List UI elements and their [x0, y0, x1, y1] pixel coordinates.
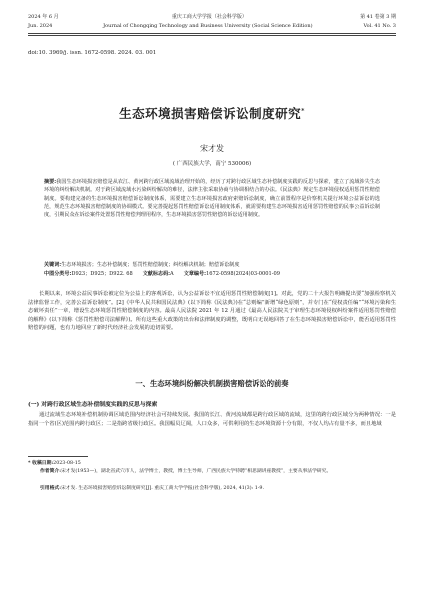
doc-code-text: A — [170, 271, 174, 277]
header-journal-en: Journal of Chongqing Technology and Business University (Social Science Edition) — [103, 23, 313, 29]
citation-text: 宋才发. 生态环境损害赔偿诉讼制度研究[J]. 重庆工商大学学报(社会科学版), 2024, 41(3): 1-9. — [60, 486, 264, 491]
received-date: 2023-08-15 — [53, 461, 81, 466]
author-name: 宋才发 — [200, 144, 224, 153]
article-no-label: 文章编号: — [183, 271, 206, 277]
doi[interactable]: doi:10. 3969/j. issn. 1672-0598. 2024. 03. 001 — [28, 50, 157, 56]
abstract — [44, 178, 380, 219]
classification-line — [44, 270, 380, 278]
article-title — [0, 104, 424, 122]
header-date-cn: 2024 年 6 月 — [28, 14, 59, 20]
keywords-text: 生态环境损害；生态补偿制度；惩罚性赔偿制度；纠纷解决机制；赔偿诉讼制度 — [61, 262, 240, 268]
running-header-row-1 — [28, 14, 396, 21]
header-date-en: Jun. 2024 — [28, 23, 53, 29]
title-footnote-mark: * — [301, 107, 305, 115]
clc-text: D923；D925；D922. 68 — [71, 271, 133, 277]
keywords-label: 关键词: — [44, 262, 62, 268]
received-label: * 收稿日期: — [28, 460, 54, 466]
keywords — [44, 261, 380, 269]
header-journal-cn: 重庆工商大学学报（社会科学版） — [171, 14, 247, 20]
document-code — [143, 270, 174, 278]
article-number — [184, 270, 280, 278]
doc-code-label: 文献标志码: — [142, 271, 171, 277]
intro-paragraph: 长期以来，环境公益民事诉讼被定位为公益上的客观诉讼，认为公益诉讼不宜适用惩罚性赔偿制度[1]。对此，党的二十大报告明确提出要“加强检察机关法律监督工作，完善公益诉讼制度”。[2]《中华人民共和国民法典》(以下简称《民法典》)在“总则编”新增“绿色原则”，并专门在“侵权责任编”“环境污染和生态破坏责任”一章，增设生态环境惩罚性赔偿制度的内容。最高人民法院 2021 年 12 月通过《最高人民法院关于审理生态环境侵权纠纷案件适用惩罚性赔偿的解释》(以下简称《惩罚性赔偿司法解释》)。所有这些重大政策的出台和法律制度的调整，既明白无误地回答了在生态环境损害赔偿诉讼中，能否适用惩罚性赔偿的问题，也有力地回应了新时代经济社会发展的迫切需要。 — [28, 291, 396, 332]
footnote-rule — [28, 456, 88, 457]
footnote-received — [28, 460, 396, 468]
subsection-paragraph: 通过流域生态环境补偿机制协调区域范围内经济社会可持续发展。我国的长江、黄河流域都是跨行政区域的流域，这里的跨行政区域分为两种情况：一是指同一个省(区)范围内跨行政区；二是指跨省级行政区。我国幅员辽阔，人口众多，可供利用的生态环境资源十分有限，不仅人均占有量不多，而且地域 — [28, 412, 396, 427]
article-title-text: 生态环境损害赔偿诉讼制度研究 — [119, 106, 302, 121]
clc-label: 中图分类号: — [44, 271, 72, 277]
author-bio-text: 宋才发(1953—)，湖北省武穴市人，法学博士，教授，博士生导师，广西民族大学特聘“相思湖讲座教授”，主要从事法学研究。 — [60, 469, 332, 474]
footnote-citation — [28, 485, 396, 493]
running-header — [28, 14, 396, 30]
header-volume-cn: 第 41 卷第 3 期 — [360, 14, 396, 20]
running-header-row-2 — [28, 23, 396, 30]
header-rule — [28, 33, 396, 34]
header-volume-en: Vol. 41 No. 3 — [363, 23, 396, 29]
clc-number — [44, 270, 133, 278]
footnote-author — [28, 468, 396, 476]
article-no-text: 1672-0598(2024)03-0001-09 — [206, 271, 280, 277]
citation-label: 引用格式: — [40, 485, 61, 491]
section-heading: 一、生态环境纠纷解决机制损害赔偿诉讼的前奏 — [135, 379, 289, 388]
abstract-label: 摘要: — [44, 179, 57, 185]
author-bio-label: 作者简介: — [40, 468, 61, 474]
header-rule-2 — [28, 35, 396, 36]
abstract-text: 我国生态环境损害赔偿是从农江、黄河跨行政区域流域治理开始的，经历了对跨行政区域生态补偿制度实践的反思与探索，建立了流域涉失生态环境的纠纷解决机制。对于跨区域流域水污染纠纷解决的难径，法律主张采取协商与协调相结合的办法。《民法典》规定生态环境侵权适用惩罚性赔偿制度。要构建完备的生态环境损害赔偿诉讼制度体系，需要建立生态环境损害政府索赔诉讼制度，确立前置程序是价察机关提行环境公益诉讼的选范，规范生态环境损害赔偿制度的协调模式。要完善提起惩罚性赔偿诉讼适用制度体系，就需要构建生态环境损害适用惩罚性赔偿的民事公益诉讼制度，引期民众在诉讼案件处置惩罚性赔偿判理用程序，生态环境损害惩罚性赔偿的诉讼适用制度。 — [44, 179, 380, 219]
subsection-heading: (一) 对跨行政区域生态补偿制度实践的反思与探索 — [28, 402, 158, 408]
author-affiliation: ( 广西民族大学，南宁 530006) — [172, 161, 252, 167]
